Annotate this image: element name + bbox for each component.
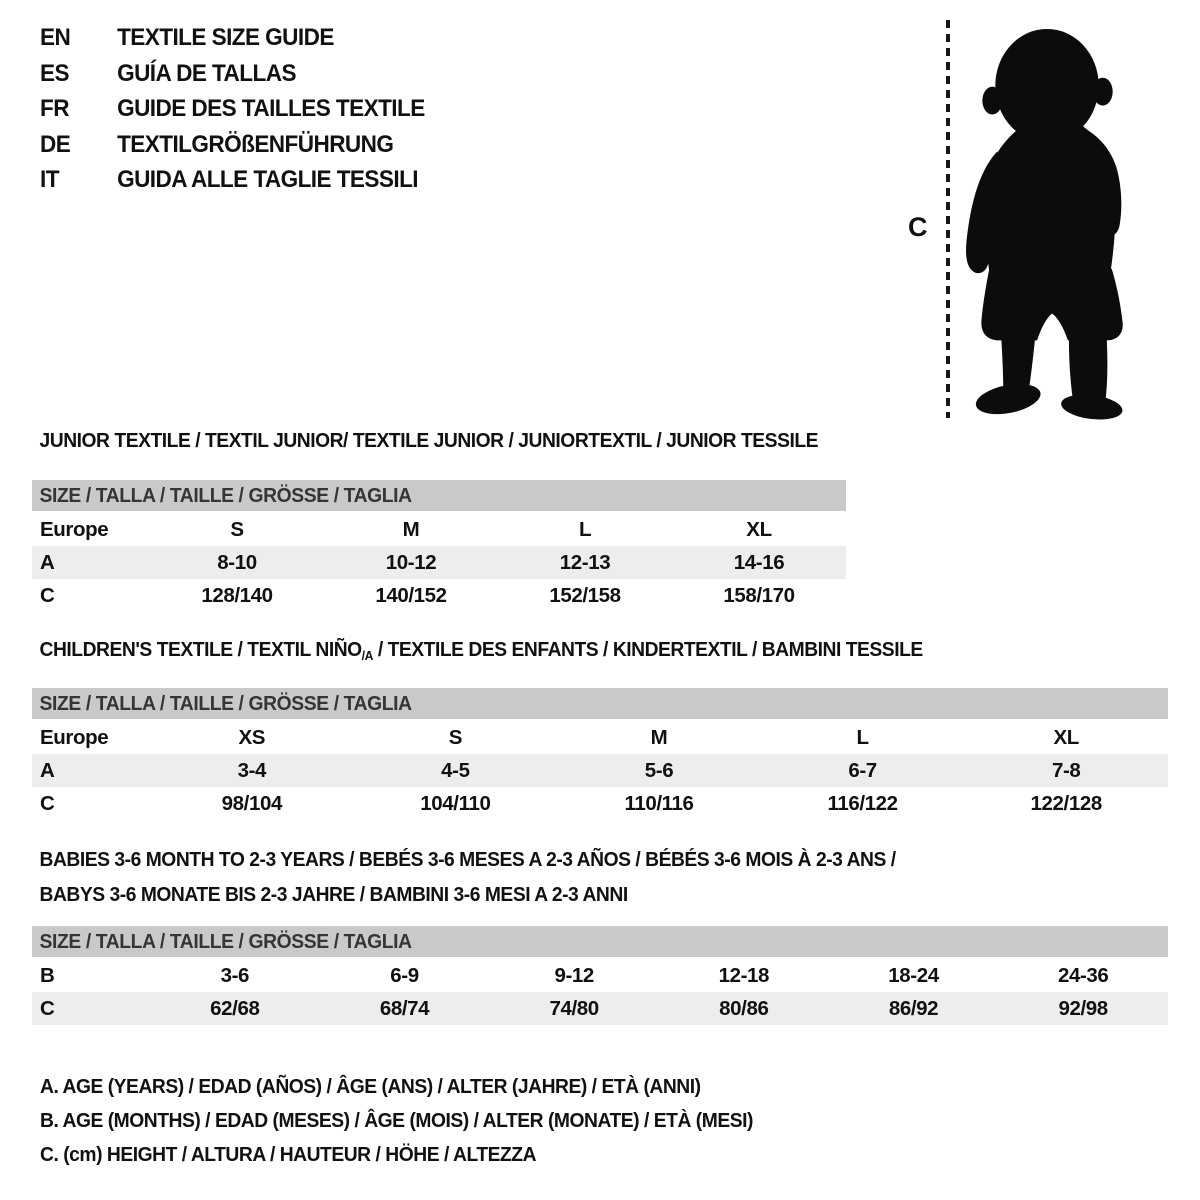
size-column-header: L [578, 518, 592, 541]
size-header-label: SIZE / TALLA / TAILLE / GRÖSSE / TAGLIA [39, 930, 412, 953]
legend-line-b: B. AGE (MONTHS) / EDAD (MESES) / ÂGE (MOIS) / ALTER (MONATE) / ETÀ (MESI) [40, 1109, 753, 1132]
row-label: C [40, 584, 55, 607]
measure-label-c: C [908, 212, 928, 242]
height-cm-cell: 158/170 [723, 584, 795, 607]
age-months-cell: 24-36 [1057, 964, 1109, 987]
language-code: ES [40, 59, 69, 87]
height-cm-cell: 116/122 [827, 792, 898, 815]
size-column-header: XL [1053, 726, 1079, 749]
language-row [40, 20, 425, 56]
table-row [32, 959, 1168, 992]
age-years-cell: 5-6 [644, 759, 674, 782]
row-label: Europe [40, 726, 109, 749]
height-cm-cell: 62/68 [210, 997, 260, 1020]
table-row [32, 721, 1168, 754]
children-title-sub: /A [361, 648, 373, 663]
row-label: Europe [40, 518, 109, 541]
measurement-legend [40, 1070, 798, 1172]
age-years-cell: 3-4 [237, 759, 267, 782]
age-months-cell: 9-12 [554, 964, 594, 987]
size-column-header: S [448, 726, 463, 749]
language-title: GUÍA DE TALLAS [117, 59, 296, 87]
children-section-title [32, 639, 1100, 661]
language-row [40, 91, 425, 127]
table-row [32, 992, 1168, 1025]
age-months-cell: 3-6 [220, 964, 250, 987]
legend-line-a: A. AGE (YEARS) / EDAD (AÑOS) / ÂGE (ANS) / ALTER (JAHRE) / ETÀ (ANNI) [40, 1075, 701, 1098]
height-cm-cell: 152/158 [549, 584, 621, 607]
height-cm-cell: 104/110 [420, 792, 491, 815]
language-title: TEXTILGRÖßENFÜHRUNG [117, 130, 394, 158]
language-title: TEXTILE SIZE GUIDE [117, 24, 334, 51]
language-code: DE [40, 130, 71, 158]
height-cm-cell: 110/116 [624, 792, 694, 815]
age-years-cell: 6-7 [848, 759, 877, 782]
size-column-header: M [402, 518, 420, 541]
size-column-header: XL [746, 518, 772, 541]
age-years-cell: 14-16 [733, 551, 785, 574]
height-cm-cell: 92/98 [1058, 997, 1108, 1020]
age-months-cell: 18-24 [888, 964, 939, 987]
height-cm-cell: 98/104 [221, 792, 282, 815]
table-row [32, 579, 846, 612]
row-label: C [40, 997, 55, 1020]
junior-section-title: JUNIOR TEXTILE / TEXTIL JUNIOR/ TEXTILE JUNIOR / JUNIORTEXTIL / JUNIOR TESSILE [39, 429, 819, 452]
size-column-header: L [856, 726, 869, 749]
height-cm-cell: 68/74 [379, 997, 430, 1020]
size-column-header: S [230, 518, 244, 541]
language-code: EN [40, 24, 71, 51]
legend-line-c: C. (cm) HEIGHT / ALTURA / HAUTEUR / HÖHE / ALTEZZA [40, 1143, 537, 1166]
size-column-header: XS [238, 726, 266, 749]
table-row [32, 787, 1168, 820]
language-title: GUIDE DES TAILLES TEXTILE [117, 95, 425, 123]
language-code: FR [40, 95, 69, 123]
age-months-cell: 12-18 [718, 964, 770, 987]
babies-section-title [32, 842, 1100, 912]
age-years-cell: 8-10 [217, 551, 257, 574]
size-header-label: SIZE / TALLA / TAILLE / GRÖSSE / TAGLIA [39, 484, 412, 507]
height-cm-cell: 74/80 [549, 997, 599, 1020]
children-title-prefix: CHILDREN'S TEXTILE / TEXTIL NIÑO [39, 638, 362, 661]
language-title: GUIDA ALLE TAGLIE TESSILI [117, 166, 418, 194]
row-label: A [40, 759, 55, 782]
table-row [32, 546, 846, 579]
height-cm-cell: 86/92 [888, 997, 939, 1020]
row-label: C [40, 792, 55, 815]
toddler-silhouette-icon [960, 22, 1142, 420]
language-row [40, 127, 425, 163]
language-title-list [40, 20, 449, 198]
age-months-cell: 6-9 [390, 964, 419, 987]
row-label: A [40, 551, 55, 574]
height-cm-cell: 140/152 [375, 584, 447, 607]
row-label: B [40, 964, 55, 987]
children-title-suffix: / TEXTILE DES ENFANTS / KINDERTEXTIL / BAMBINI TESSILE [372, 638, 923, 661]
children-textile-section [32, 639, 1168, 820]
babies-title-line2: BABYS 3-6 MONATE BIS 2-3 JAHRE / BAMBINI 3-6 MESI A 2-3 ANNI [39, 883, 628, 906]
language-row [40, 162, 425, 198]
size-header-label: SIZE / TALLA / TAILLE / GRÖSSE / TAGLIA [39, 692, 412, 715]
table-row [32, 513, 846, 546]
age-years-cell: 12-13 [559, 551, 611, 574]
age-years-cell: 7-8 [1051, 759, 1081, 782]
size-header-bar [32, 480, 846, 511]
height-cm-cell: 80/86 [719, 997, 769, 1020]
age-years-cell: 4-5 [441, 759, 470, 782]
height-cm-cell: 128/140 [201, 584, 273, 607]
age-years-cell: 10-12 [385, 551, 437, 574]
height-cm-cell: 122/128 [1030, 792, 1102, 815]
language-code: IT [40, 166, 59, 194]
babies-title-line1: BABIES 3-6 MONTH TO 2-3 YEARS / BEBÉS 3-6 MESES A 2-3 AÑOS / BÉBÉS 3-6 MOIS À 2-3 ANS / [39, 848, 896, 871]
junior-textile-section [32, 430, 846, 612]
babies-textile-section [32, 842, 1168, 1025]
table-row [32, 754, 1168, 787]
size-column-header: M [650, 726, 668, 749]
height-measure-dashed-line [946, 20, 950, 418]
size-header-bar [32, 926, 1168, 957]
language-row [40, 56, 425, 92]
size-header-bar [32, 688, 1168, 719]
